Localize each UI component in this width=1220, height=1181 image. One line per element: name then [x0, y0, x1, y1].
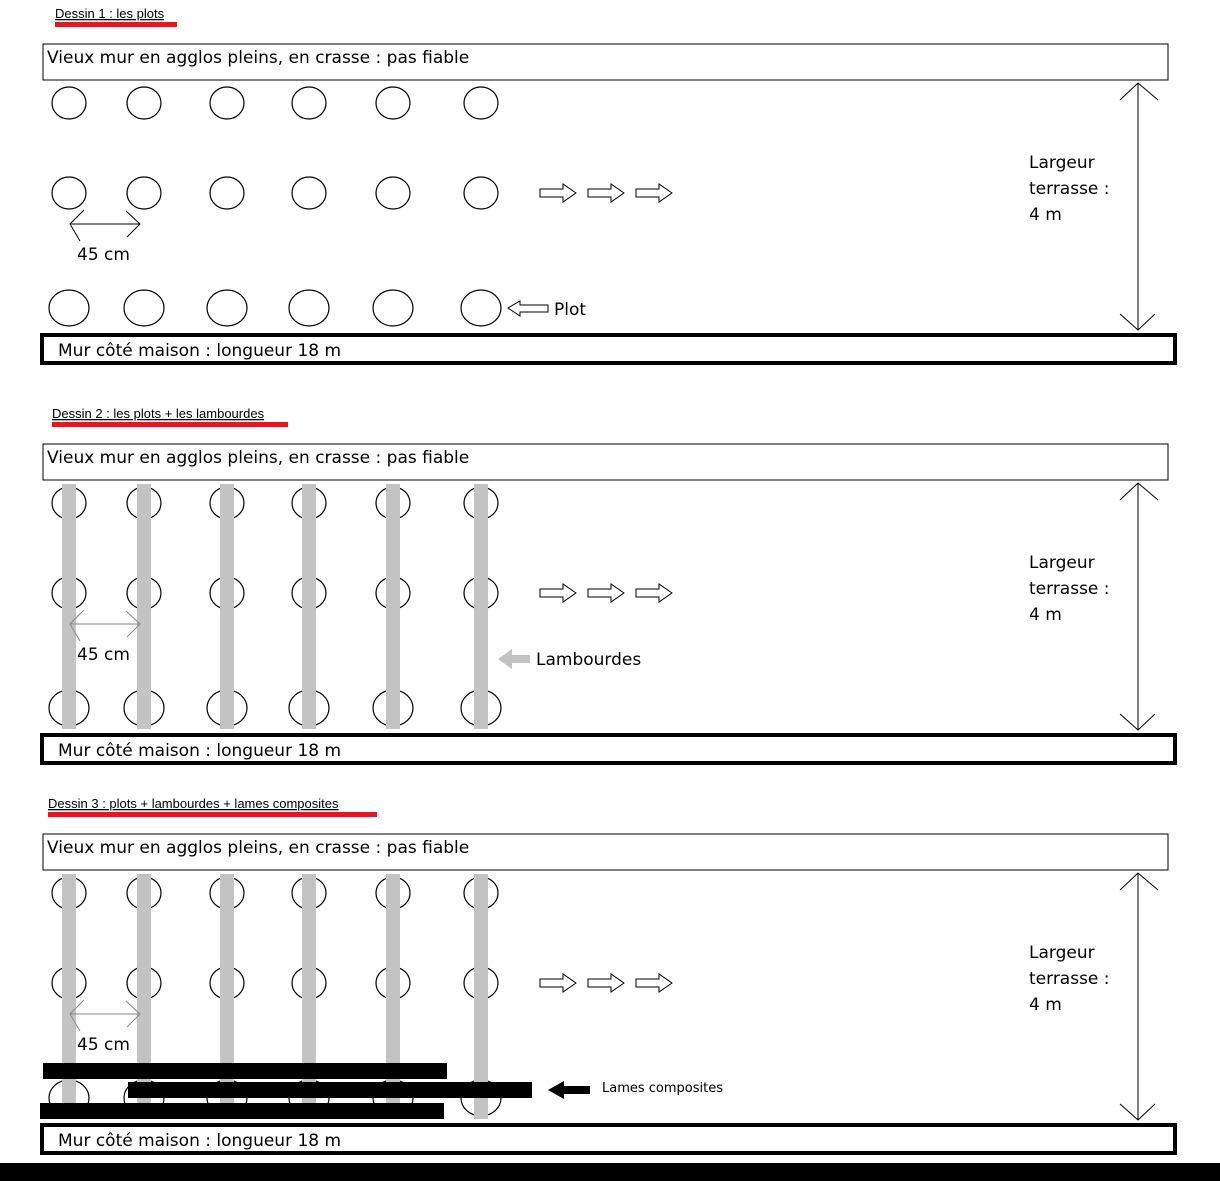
width-label: Largeur [1029, 153, 1095, 173]
callout-arrow-icon [548, 1081, 590, 1099]
double-arrow-icon [1120, 873, 1158, 1120]
top-wall-label: Vieux mur en agglos pleins, en crasse : pas fiable [47, 48, 470, 68]
lambourde-bar [474, 484, 488, 729]
plot-circle [127, 177, 161, 209]
direction-arrow-icon [588, 184, 624, 202]
spacing-label: 45 cm [77, 1035, 130, 1055]
callout-label: Lames composites [602, 1081, 723, 1096]
lambourde-bar [62, 484, 76, 729]
double-arrow-icon [1120, 483, 1158, 730]
top-wall-label: Vieux mur en agglos pleins, en crasse : pas fiable [47, 838, 470, 858]
width-label: 4 m [1029, 605, 1062, 625]
plot-circle [127, 87, 161, 119]
plot-circle [289, 290, 329, 326]
direction-arrow-icon [540, 974, 576, 992]
plot-circle [210, 87, 244, 119]
title-underline [48, 812, 377, 817]
plot-circle [292, 177, 326, 209]
width-label: 4 m [1029, 205, 1062, 225]
spacing-label: 45 cm [77, 245, 130, 265]
double-arrow-icon [70, 1000, 140, 1031]
callout-arrow-icon [508, 301, 548, 316]
title-underline [52, 422, 288, 427]
lambourde-bar [220, 484, 234, 729]
width-label: Largeur [1029, 553, 1095, 573]
direction-arrow-icon [540, 584, 576, 602]
direction-arrow-icon [636, 974, 672, 992]
panel-3 [40, 796, 1175, 1153]
lame-composite-board [128, 1082, 532, 1098]
plot-circle [464, 87, 498, 119]
bottom-wall-label: Mur côté maison : longueur 18 m [58, 1131, 342, 1151]
panel-2 [42, 406, 1175, 763]
callout-arrow-icon [498, 649, 530, 669]
plot-circle [52, 87, 86, 119]
panel-title: Dessin 3 : plots + lambourdes + lames composites [48, 796, 339, 811]
callout-label: Lambourdes [536, 650, 642, 670]
bottom-wall-label: Mur côté maison : longueur 18 m [58, 341, 342, 361]
plot-circle [464, 177, 498, 209]
bottom-black-band [0, 1163, 1220, 1181]
lame-composite-board [40, 1103, 444, 1119]
callout-label: Plot [554, 300, 587, 320]
direction-arrow-icon [636, 584, 672, 602]
double-arrow-icon [70, 210, 140, 241]
plot-circle [124, 290, 164, 326]
panel-title: Dessin 2 : les plots + les lambourdes [52, 406, 265, 421]
double-arrow-icon [1120, 83, 1158, 330]
plot-circle [373, 290, 413, 326]
spacing-label: 45 cm [77, 645, 130, 665]
plot-circle [292, 87, 326, 119]
top-wall-label: Vieux mur en agglos pleins, en crasse : pas fiable [47, 448, 470, 468]
direction-arrow-icon [588, 584, 624, 602]
lame-composite-board [43, 1063, 447, 1079]
width-label: terrasse : [1029, 179, 1110, 199]
plot-circle [376, 87, 410, 119]
plot-circle [376, 177, 410, 209]
width-label: terrasse : [1029, 579, 1110, 599]
plot-circle [461, 290, 501, 326]
width-label: 4 m [1029, 995, 1062, 1015]
lambourde-bar [386, 484, 400, 729]
lambourde-bar [302, 484, 316, 729]
width-label: terrasse : [1029, 969, 1110, 989]
panel-title: Dessin 1 : les plots [55, 6, 165, 21]
lambourde-bar [62, 874, 76, 1119]
direction-arrow-icon [540, 184, 576, 202]
plot-circle [207, 290, 247, 326]
title-underline [55, 22, 177, 27]
bottom-wall-label: Mur côté maison : longueur 18 m [58, 741, 342, 761]
direction-arrow-icon [636, 184, 672, 202]
panel-1 [42, 6, 1175, 363]
width-label: Largeur [1029, 943, 1095, 963]
direction-arrow-icon [588, 974, 624, 992]
plot-circle [49, 290, 89, 326]
lambourde-bar [137, 484, 151, 729]
plot-circle [210, 177, 244, 209]
double-arrow-icon [70, 610, 140, 641]
plot-circle [52, 177, 86, 209]
